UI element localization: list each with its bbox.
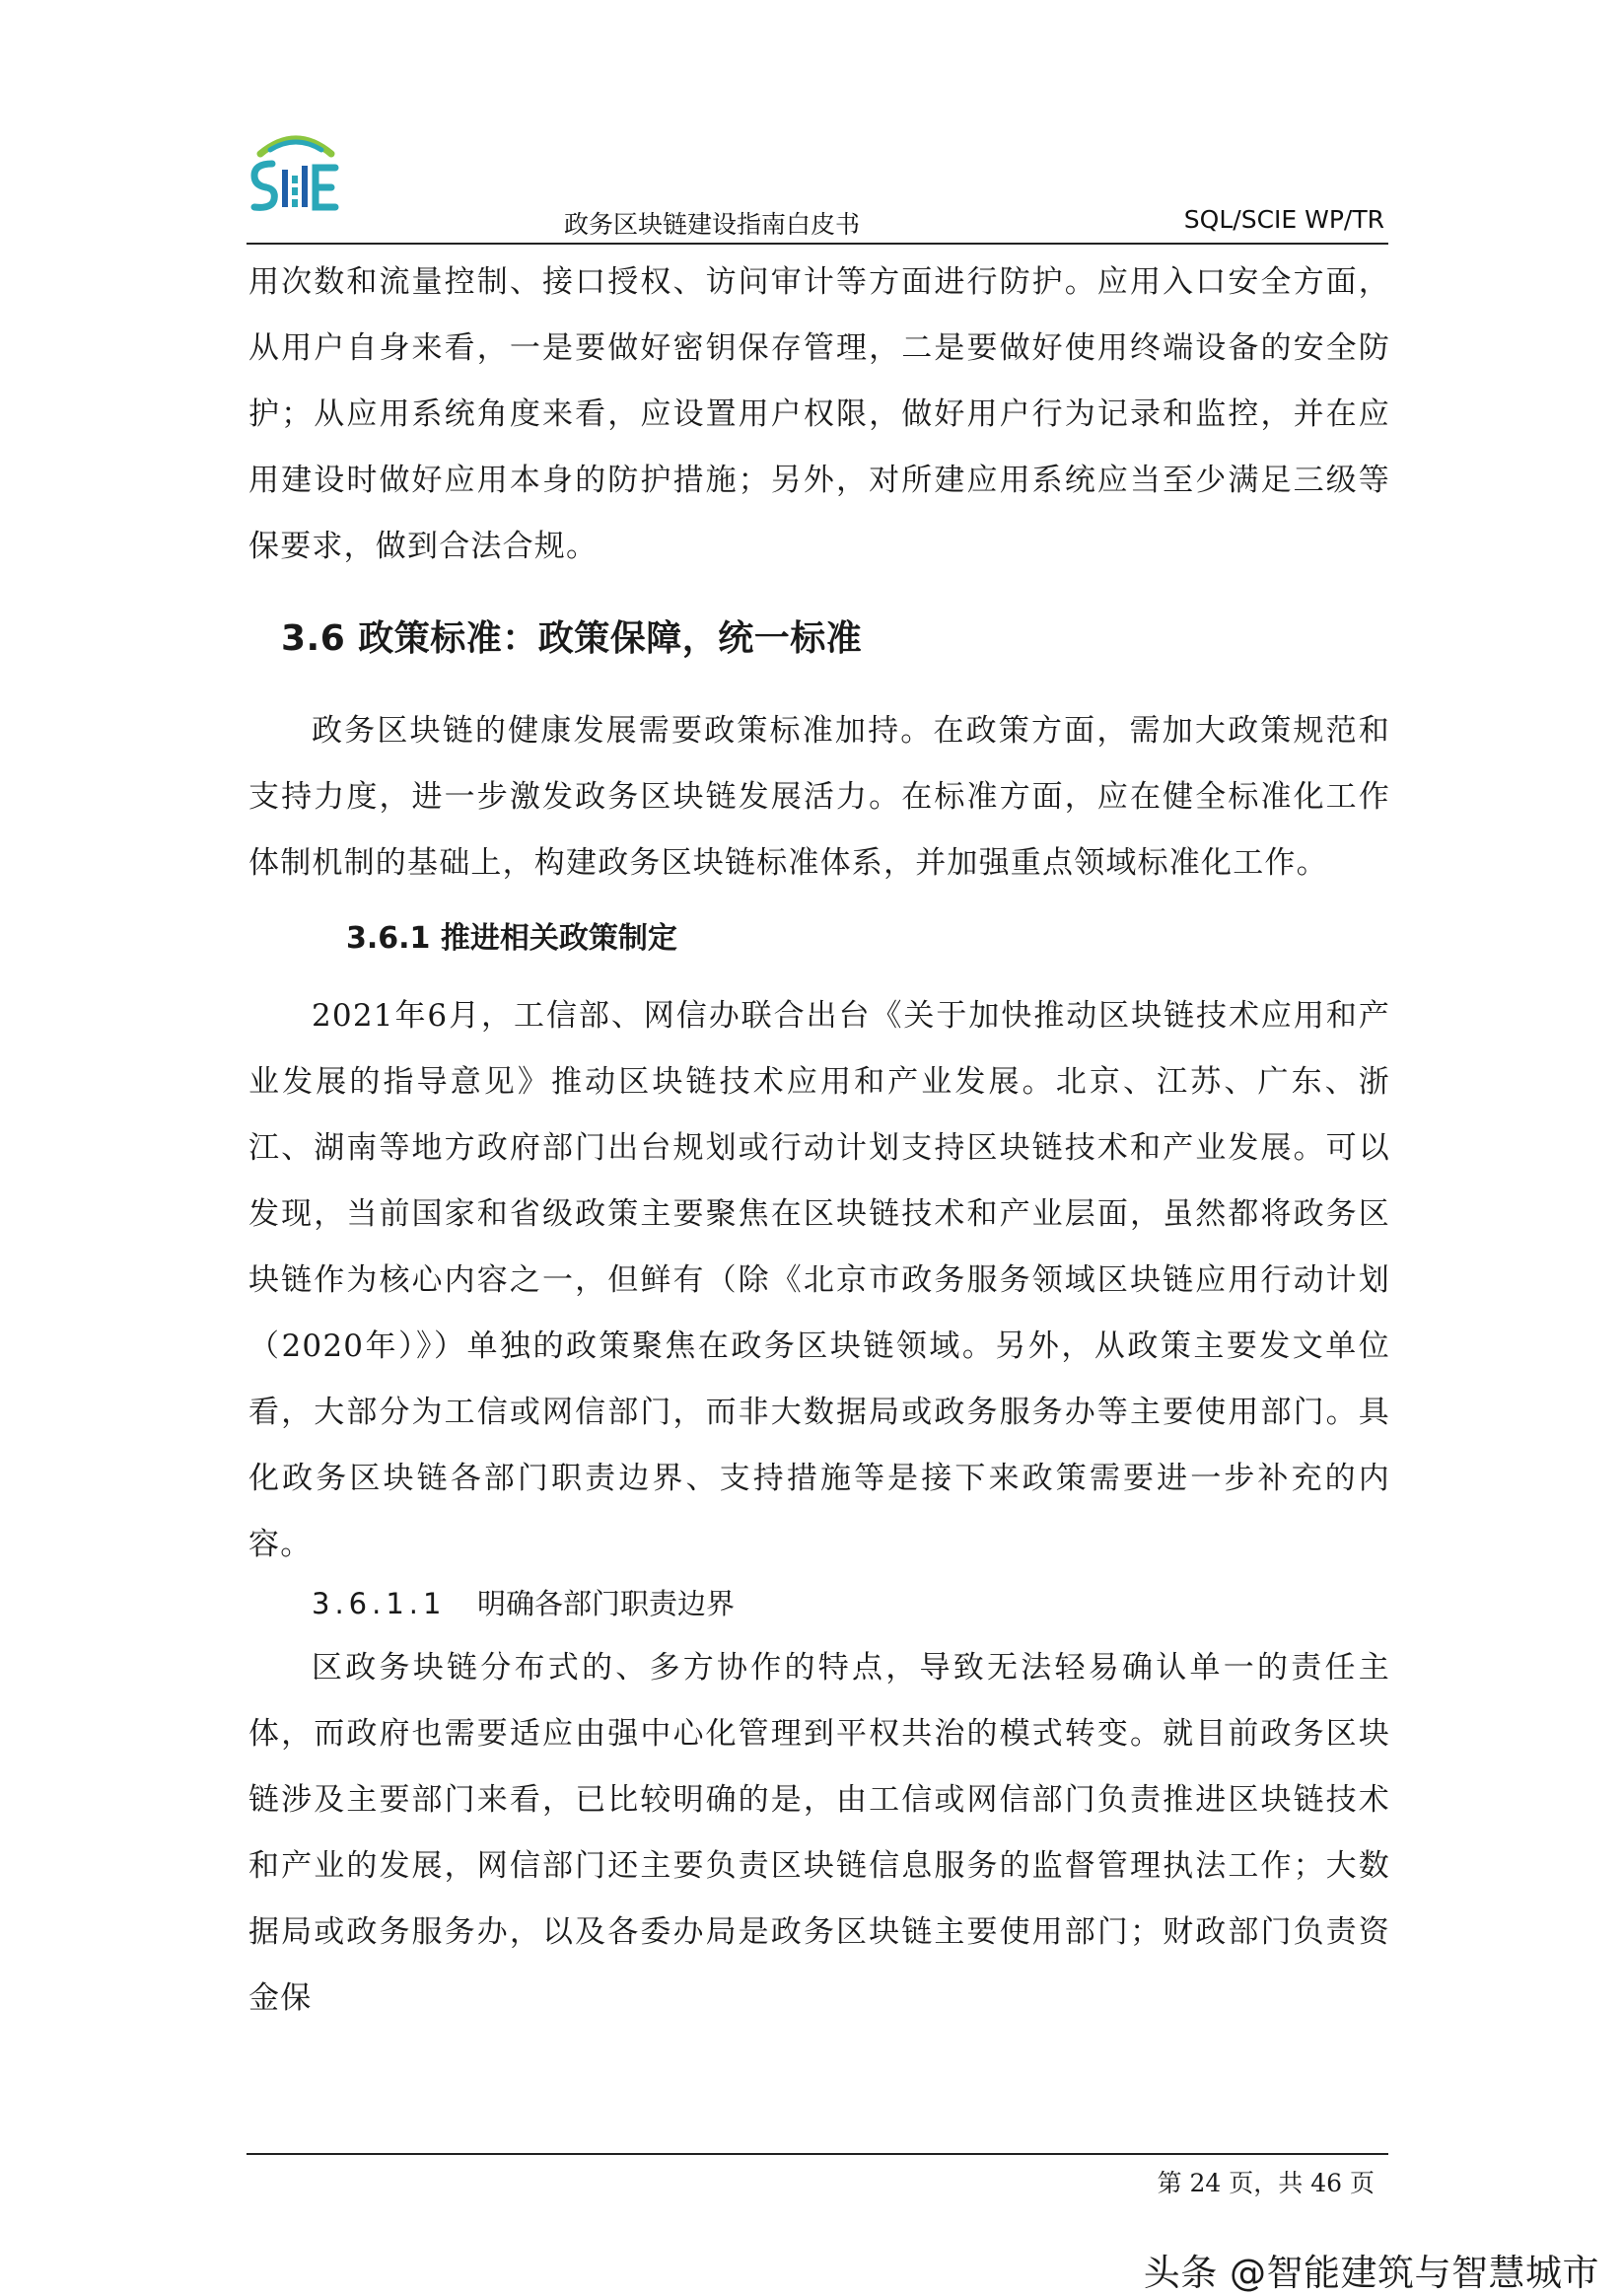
section-heading: 3.6 政策标准：政策保障，统一标准 (281, 618, 863, 659)
page-number: 第 24 页，共 46 页 (1157, 2169, 1375, 2197)
paragraph-section: 政务区块链的健康发展需要政策标准加持。在政策方面，需加大政策规范和支持力度，进一步激发政务区块链发展活力。在标准方面，应在健全标准化工作体制机制的基础上，构建政务区块链标准体系，并加强重点领域标准化工作。 (248, 713, 1390, 881)
subsubsection-heading (312, 1582, 1390, 1625)
document-code: SQL/SCIE WP/TR (1183, 205, 1384, 234)
document-title: 政务区块链建设指南白皮书 (564, 210, 861, 239)
footer-divider (247, 2153, 1388, 2155)
watermark: 头条 @智能建筑与智慧城市 (1143, 2252, 1599, 2294)
paragraph-last: 区政务块链分布式的、多方协作的特点，导致无法轻易确认单一的责任主体，而政府也需要适应由强中心化管理到平权共治的模式转变。就目前政务区块链涉及主要部门来看，已比较明确的是，由工信或网信部门负责推进区块链技术和产业的发展，网信部门还主要负责区块链信息服务的监督管理执法工作；大数据局或政务服务办，以及各委办局是政务区块链主要使用部门；财政部门负责资金保 (248, 1650, 1390, 2016)
subsubsection-number: 3.6.1.1 (312, 1587, 447, 1620)
page-header (247, 203, 1388, 245)
subsubsection-title: 明确各部门职责边界 (477, 1587, 736, 1620)
paragraph-top: 用次数和流量控制、接口授权、访问审计等方面进行防护。应用入口安全方面，从用户自身来看，一是要做好密钥保存管理，二是要做好使用终端设备的安全防护；从应用系统角度来看，应设置用户权限，做好用户行为记录和监控，并在应用建设时做好应用本身的防护措施；另外，对所建应用系统应当至少满足三级等保要求，做到合法合规。 (248, 264, 1390, 564)
main-content (248, 250, 1390, 2032)
paragraph-subsection: 2021年6月，工信部、网信办联合出台《关于加快推动区块链技术应用和产业发展的指导意见》推动区块链技术应用和产业发展。北京、江苏、广东、浙江、湖南等地方政府部门出台规划或行动计划支持区块链技术和产业发展。可以发现，当前国家和省级政策主要聚焦在区块链技术和产业层面，虽然都将政务区块链作为核心内容之一，但鲜有（除《北京市政务服务领域区块链应用行动计划（2020年）》）单独的政策聚焦在政务区块链领域。另外，从政策主要发文单位看，大部分为工信或网信部门，而非大数据局或政务服务办等主要使用部门。具化政务区块链各部门职责边界、支持措施等是接下来政策需要进一步补充的内容。 (248, 998, 1390, 1562)
subsection-heading: 3.6.1 推进相关政策制定 (346, 921, 677, 956)
